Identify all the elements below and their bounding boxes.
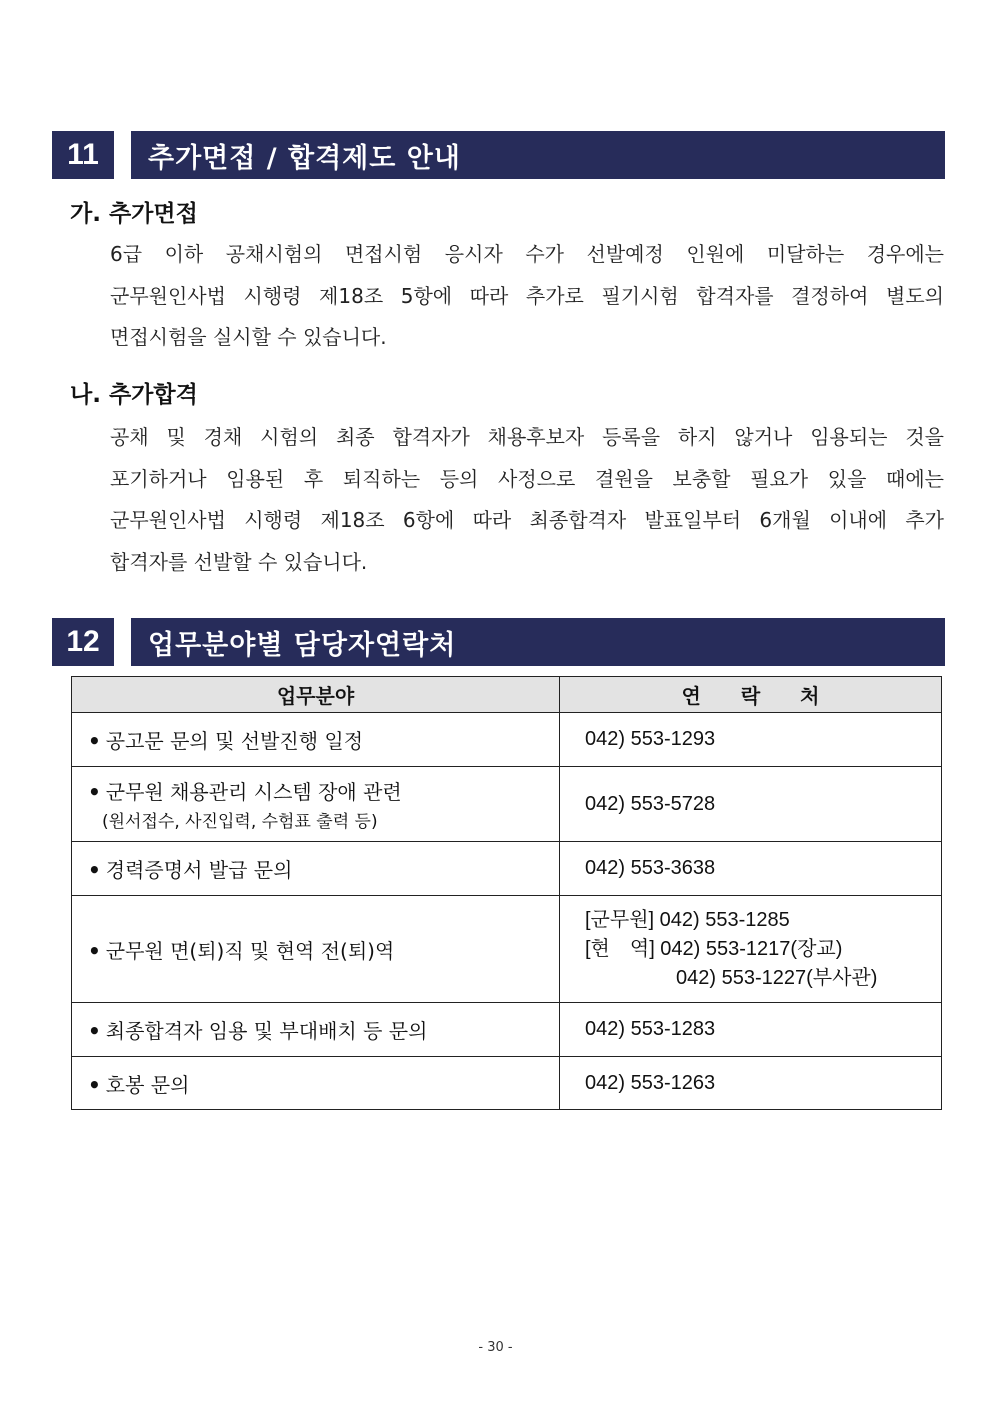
section-11-header	[52, 131, 945, 179]
page-number: - 30 -	[478, 1340, 513, 1355]
column-header: 연 락 처	[560, 677, 942, 713]
field-cell	[72, 1057, 560, 1110]
phone-cell: 042) 553-5728	[560, 767, 942, 842]
paragraph-line: 군무원인사법 시행령 제18조 5항에 따라 추가로 필기시험 합격자를 결정하여 별도의	[110, 283, 944, 308]
section-title: 업무분야별 담당자연락처	[131, 618, 945, 666]
section-12-header	[52, 618, 945, 666]
bullet: •	[88, 780, 101, 804]
paragraph-line: 군무원인사법 시행령 제18조 6항에 따라 최종합격자 발표일부터 6개월 이내에 추가	[110, 508, 944, 532]
field-cell	[72, 896, 560, 1003]
phone-line: 042) 553-1227(부사관)	[676, 966, 878, 989]
paragraph-line: 합격자를 선발할 수 있습니다.	[110, 549, 368, 574]
section-number: 12	[52, 618, 114, 666]
field-text: 군무원 면(퇴)직 및 현역 전(퇴)역	[105, 938, 395, 963]
field-cell	[72, 713, 560, 767]
table-row	[72, 713, 942, 767]
field-cell	[72, 1003, 560, 1057]
table-row	[72, 1057, 942, 1110]
section-title: 추가면접 / 합격제도 안내	[131, 131, 945, 179]
phone-cell	[560, 896, 942, 1003]
field-text: 호봉 문의	[105, 1072, 190, 1097]
field-cell	[72, 767, 560, 842]
subsection-heading: 나. 추가합격	[70, 382, 198, 408]
bullet: •	[88, 729, 101, 753]
field-text: 군무원 채용관리 시스템 장애 관련	[105, 780, 402, 804]
phone-cell: 042) 553-3638	[560, 842, 942, 896]
field-text: 공고문 문의 및 선발진행 일정	[105, 729, 364, 753]
section-number: 11	[52, 131, 114, 179]
field-text: 최종합격자 임용 및 부대배치 등 문의	[105, 1019, 428, 1043]
field-text: 경력증명서 발급 문의	[105, 858, 293, 882]
phone-line: [현 역] 042) 553-1217(장교)	[585, 937, 843, 960]
contact-table	[71, 676, 942, 1110]
paragraph-line: 공채 및 경채 시험의 최종 합격자가 채용후보자 등록을 하지 않거나 임용되는 것을	[110, 425, 944, 449]
bullet: •	[88, 938, 101, 963]
field-note: (원서접수, 사진입력, 수험표 출력 등)	[102, 812, 378, 832]
subsection-heading: 가. 추가면접	[70, 201, 198, 227]
table-row	[72, 896, 942, 1003]
bullet: •	[88, 1072, 101, 1097]
paragraph	[110, 234, 944, 359]
table-row	[72, 767, 942, 842]
field-cell	[72, 842, 560, 896]
paragraph-line: 면접시험을 실시할 수 있습니다.	[110, 325, 387, 349]
table-row	[72, 1003, 942, 1057]
paragraph-line: 6급 이하 공채시험의 면접시험 응시자 수가 선발예정 인원에 미달하는 경우에는	[110, 242, 944, 266]
column-header: 업무분야	[72, 677, 560, 713]
phone-cell: 042) 553-1263	[560, 1057, 942, 1110]
bullet: •	[88, 858, 101, 882]
table-header-row	[72, 677, 942, 713]
phone-cell: 042) 553-1283	[560, 1003, 942, 1057]
paragraph-line: 포기하거나 임용된 후 퇴직하는 등의 사정으로 결원을 보충할 필요가 있을 때에는	[110, 466, 944, 491]
phone-cell: 042) 553-1293	[560, 713, 942, 767]
phone-line: [군무원] 042) 553-1285	[585, 908, 790, 931]
paragraph	[110, 417, 944, 583]
bullet: •	[88, 1019, 101, 1043]
table-row	[72, 842, 942, 896]
